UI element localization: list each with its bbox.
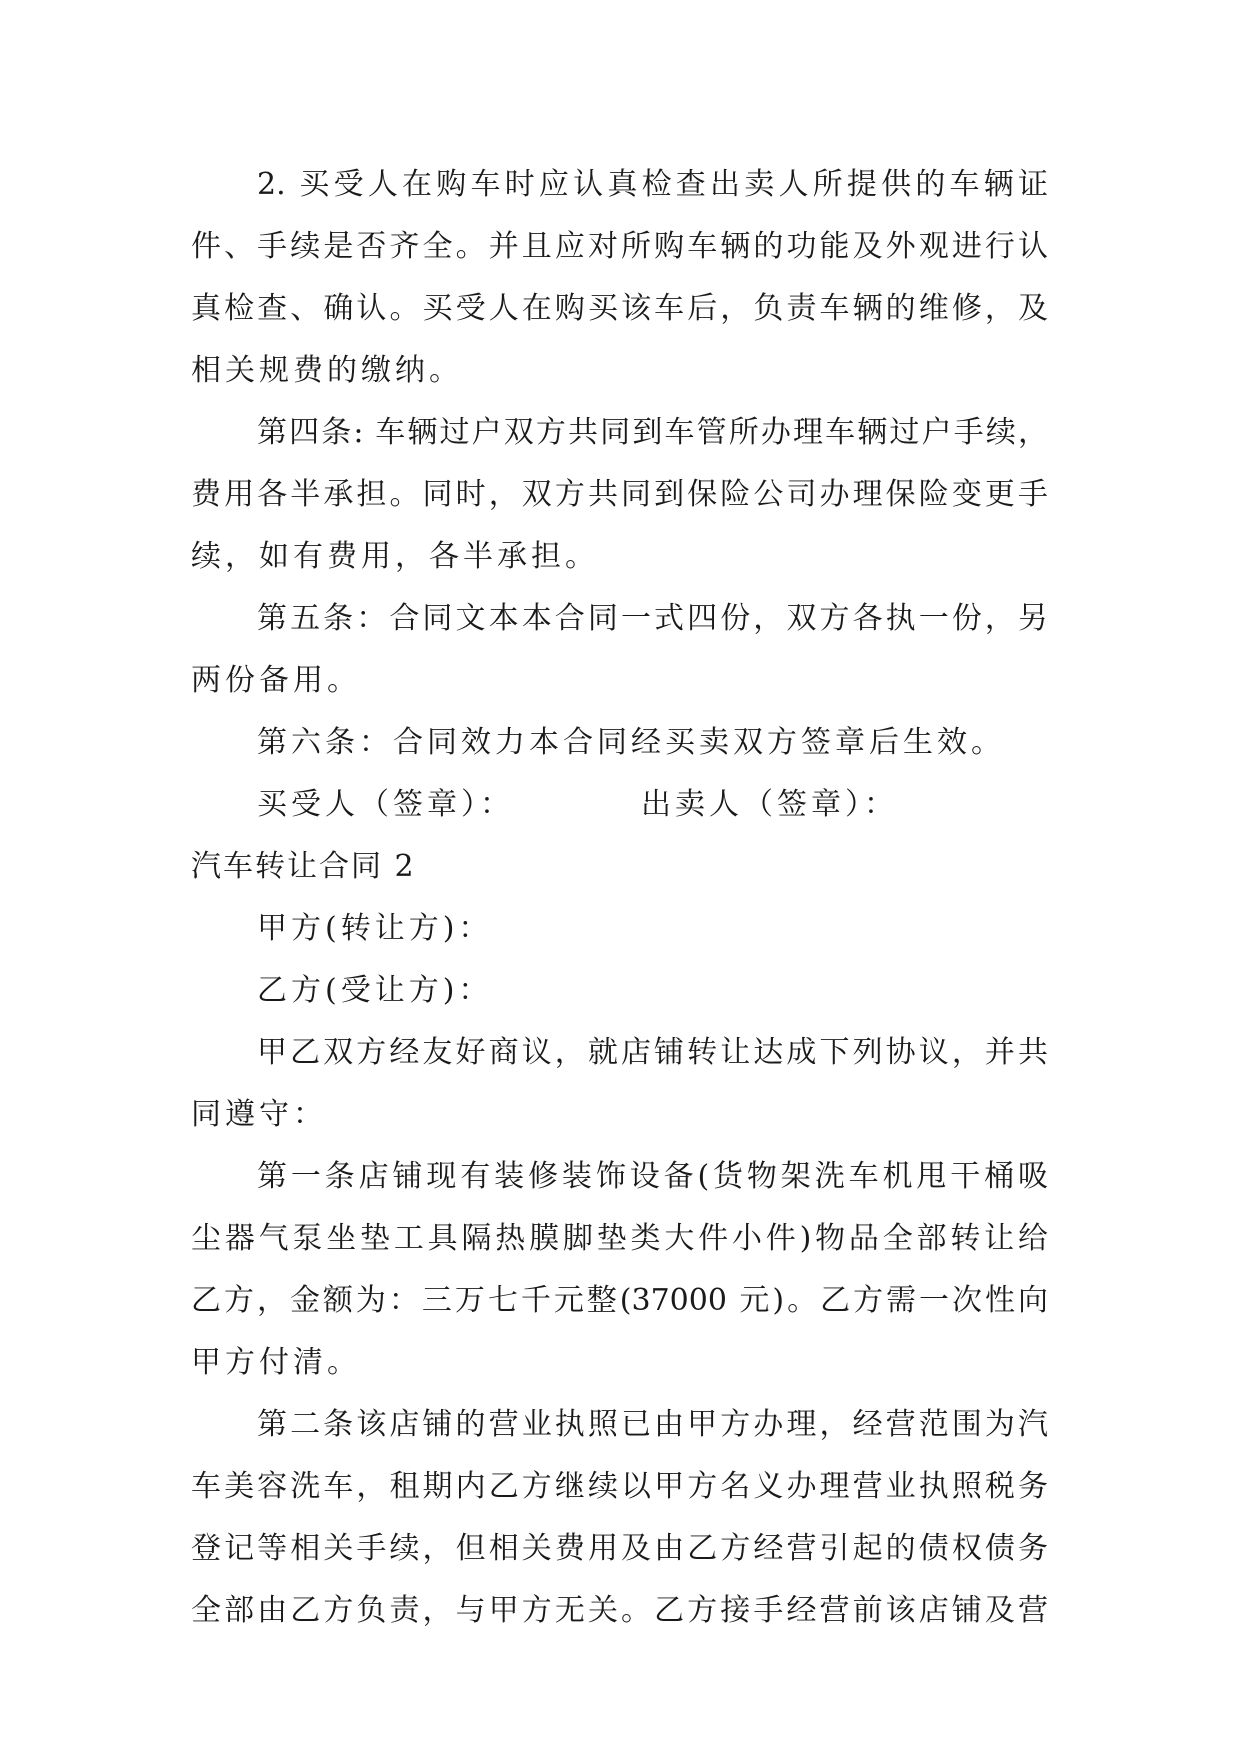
text-line: 相关规费的缴纳。	[191, 353, 463, 388]
text-line: 登记等相关手续，但相关费用及由乙方经营引起的债权债务	[191, 1531, 1048, 1566]
text-line: 车美容洗车，租期内乙方继续以甲方名义办理营业执照税务	[191, 1469, 1048, 1504]
text-line: 第四条: 车辆过户双方共同到车管所办理车辆过户手续，	[257, 415, 1048, 450]
section-title: 汽车转让合同 2	[191, 849, 416, 884]
text-line: 第一条店铺现有装修装饰设备(货物架洗车机甩干桶吸	[257, 1159, 1048, 1194]
seller-signature-label: 出卖人（签章）：	[641, 787, 898, 822]
party-b-label: 乙方(受让方)：	[257, 973, 493, 1008]
text-line: 乙方，金额为：三万七千元整(37000 元)。乙方需一次性向	[191, 1283, 1048, 1318]
text-line: 甲乙双方经友好商议，就店铺转让达成下列协议，并共	[257, 1035, 1048, 1070]
text-line: 全部由乙方负责，与甲方无关。乙方接手经营前该店铺及营	[191, 1593, 1048, 1628]
text-line: 续，如有费用，各半承担。	[191, 539, 599, 574]
text-line: 第六条：合同效力本合同经买卖双方签章后生效。	[257, 725, 1005, 760]
party-a-label: 甲方(转让方)：	[257, 911, 493, 946]
text-line: 尘器气泵坐垫工具隔热膜脚垫类大件小件)物品全部转让给	[191, 1221, 1048, 1256]
text-line: 两份备用。	[191, 663, 361, 698]
text-line: 2. 买受人在购车时应认真检查出卖人所提供的车辆证	[257, 167, 1048, 202]
text-line: 甲方付清。	[191, 1345, 361, 1380]
text-line: 同遵守：	[191, 1097, 327, 1132]
text-line: 件、手续是否齐全。并且应对所购车辆的功能及外观进行认	[191, 229, 1048, 264]
text-line: 第五条：合同文本本合同一式四份，双方各执一份，另	[257, 601, 1048, 636]
text-line: 费用各半承担。同时，双方共同到保险公司办理保险变更手	[191, 477, 1048, 512]
buyer-signature-label: 买受人（签章）：	[257, 787, 514, 822]
text-line: 真检查、确认。买受人在购买该车后，负责车辆的维修，及	[191, 291, 1048, 326]
text-line: 第二条该店铺的营业执照已由甲方办理，经营范围为汽	[257, 1407, 1048, 1442]
